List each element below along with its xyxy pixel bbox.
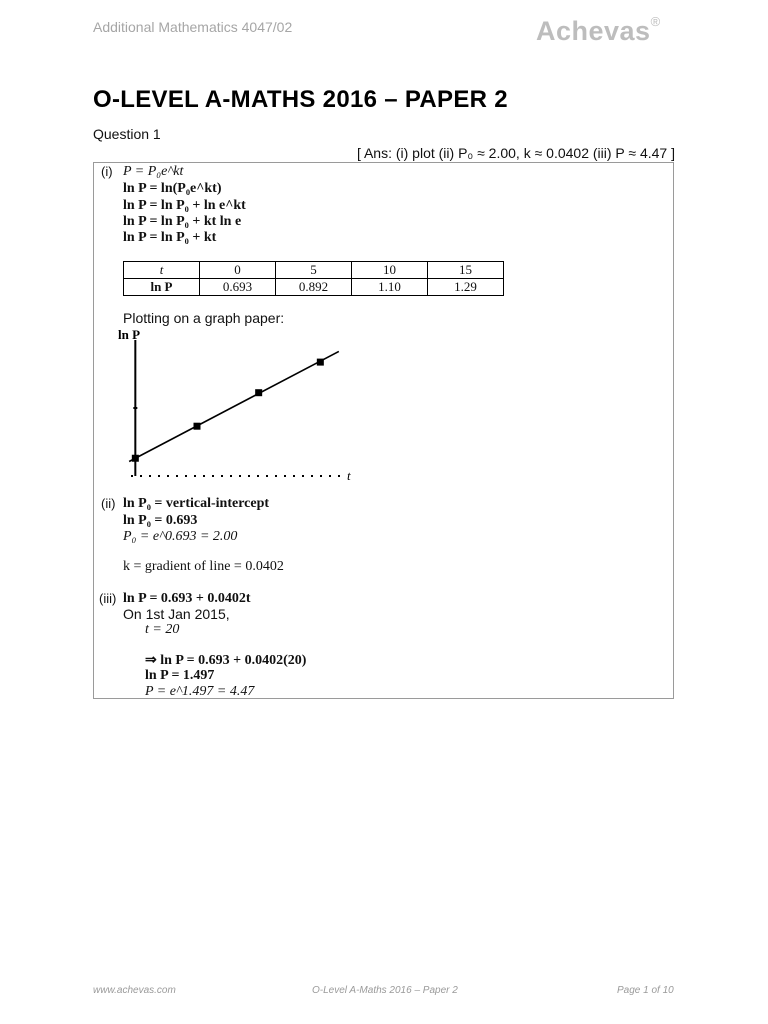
- part-i-step-4: ln P = ln P₀ + kt ln e: [123, 214, 242, 229]
- part-iii-date: On 1st Jan 2015,: [123, 606, 230, 622]
- part-i-step-2: ln P = ln(P₀e^kt): [123, 181, 222, 196]
- x-axis-label: t: [347, 468, 351, 483]
- table-cell: 1.10: [352, 279, 428, 296]
- footer-website: www.achevas.com: [93, 985, 176, 996]
- trend-line: [129, 351, 339, 461]
- table-header-cell: t: [124, 262, 200, 279]
- table-header-cell: 10: [352, 262, 428, 279]
- table-cell: 1.29: [428, 279, 504, 296]
- brand-logo: [536, 16, 661, 47]
- part-iii-result: ln P = 1.497: [145, 668, 215, 683]
- data-point: [194, 423, 201, 430]
- header-subject: Additional Mathematics 4047/02: [93, 19, 293, 35]
- graph: [115, 330, 360, 490]
- data-point: [132, 455, 139, 462]
- part-iii-final: P = e^1.497 = 4.47: [145, 684, 255, 699]
- footer-page: Page 1 of 10: [617, 985, 674, 996]
- table-header-row: [124, 262, 504, 279]
- part-iii-label: (iii): [99, 591, 117, 606]
- table-row-label: ln P: [124, 279, 200, 296]
- page-title: O-LEVEL A-MATHS 2016 – PAPER 2: [93, 86, 508, 113]
- part-iii-t-line: t = 20: [145, 622, 180, 637]
- table-cell: 0.892: [276, 279, 352, 296]
- data-point: [317, 359, 324, 366]
- part-i-label: (i): [101, 164, 113, 179]
- table-cell: 0.693: [200, 279, 276, 296]
- brand-registered-mark: ®: [650, 14, 661, 29]
- part-iii-equation: ln P = 0.693 + 0.0402t: [123, 591, 251, 606]
- plot-caption: Plotting on a graph paper:: [123, 310, 285, 326]
- table-header-cell: 0: [200, 262, 276, 279]
- table-header-cell: 5: [276, 262, 352, 279]
- part-ii-label: (ii): [101, 496, 116, 511]
- part-iii-substitution: ⇒ ln P = 0.693 + 0.0402(20): [145, 653, 307, 668]
- part-ii-gradient: k = gradient of line = 0.0402: [123, 559, 284, 574]
- footer-doc: O-Level A-Maths 2016 – Paper 2: [312, 985, 458, 996]
- part-ii-line-1: ln P₀ = 0.693: [123, 513, 198, 528]
- part-ii-line-2: P₀ = e^0.693 = 2.00: [123, 529, 238, 544]
- table-header-cell: 15: [428, 262, 504, 279]
- brand-name: Achevas: [536, 16, 651, 46]
- y-axis-label: ln P: [118, 330, 141, 342]
- question-label: Question 1: [93, 126, 161, 142]
- data-point: [255, 389, 262, 396]
- data-table: [123, 261, 504, 296]
- part-ii-intercept: ln P₀ = vertical-intercept: [123, 496, 270, 511]
- part-i-step-1: P = P₀e^kt: [123, 164, 184, 179]
- part-i-step-5: ln P = ln P₀ + kt: [123, 230, 217, 245]
- table-row: [124, 279, 504, 296]
- part-i-step-3: ln P = ln P₀ + ln e^kt: [123, 198, 246, 213]
- answer-summary: [ Ans: (i) plot (ii) P₀ ≈ 2.00, k ≈ 0.0402 (iii) P ≈ 4.47 ]: [356, 145, 675, 161]
